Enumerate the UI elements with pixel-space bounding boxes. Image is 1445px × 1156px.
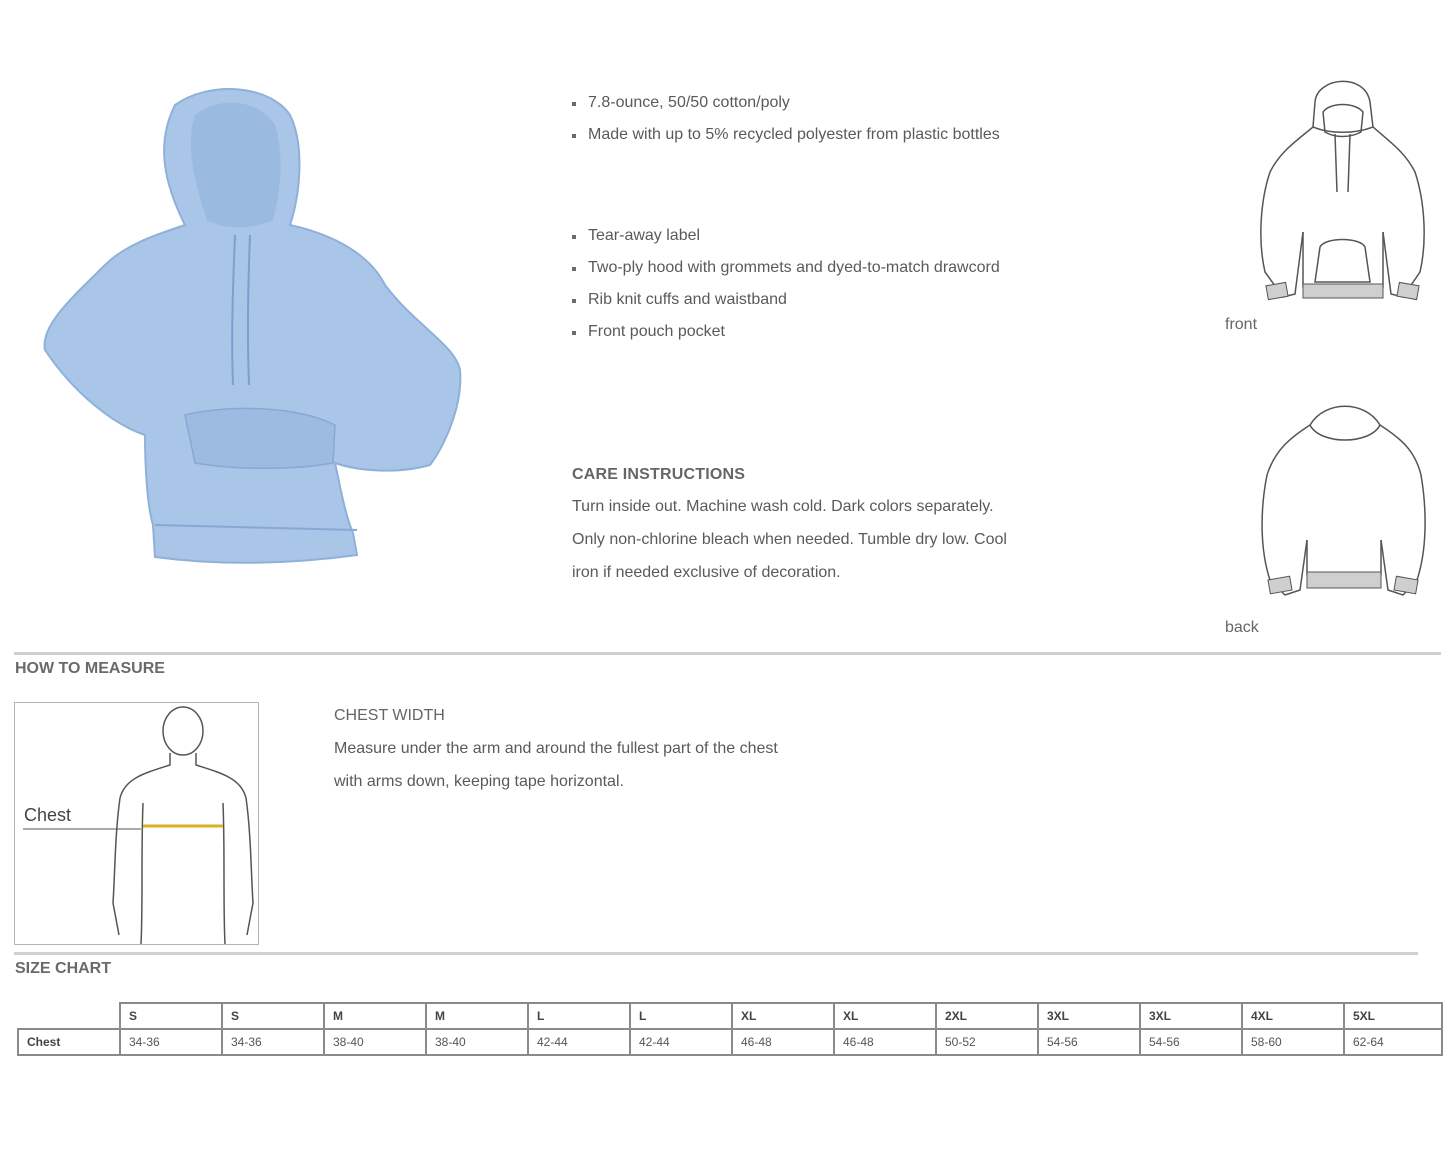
chest-value-cell: 38-40 [426, 1029, 528, 1055]
measure-figure [14, 702, 259, 945]
feature-item: Two-ply hood with grommets and dyed-to-match drawcord [572, 259, 1132, 291]
size-header-cell: M [324, 1003, 426, 1029]
features-list-1 [572, 94, 1132, 158]
chest-value-cell: 62-64 [1344, 1029, 1442, 1055]
feature-item: Made with up to 5% recycled polyester from plastic bottles [572, 126, 1132, 158]
feature-item: 7.8-ounce, 50/50 cotton/poly [572, 94, 1132, 126]
size-header-row [18, 1003, 1442, 1029]
hoodie-front-sketch [1255, 72, 1430, 317]
size-header-cell: S [222, 1003, 324, 1029]
chest-value-cell: 54-56 [1140, 1029, 1242, 1055]
chest-value-cell: 34-36 [120, 1029, 222, 1055]
chest-row [18, 1029, 1442, 1055]
hoodie-shape [45, 89, 461, 563]
chest-width-line: with arms down, keeping tape horizontal. [334, 773, 624, 790]
feature-item: Rib knit cuffs and waistband [572, 291, 1132, 323]
size-chart-table [17, 1002, 1443, 1056]
size-header-blank [18, 1003, 120, 1029]
chest-value-cell: 38-40 [324, 1029, 426, 1055]
chest-value-cell: 50-52 [936, 1029, 1038, 1055]
chest-value-cell: 46-48 [732, 1029, 834, 1055]
size-header-cell: 4XL [1242, 1003, 1344, 1029]
size-chart-title: SIZE CHART [15, 960, 111, 977]
size-header-cell: 5XL [1344, 1003, 1442, 1029]
care-title: CARE INSTRUCTIONS [572, 466, 746, 483]
how-to-measure-title: HOW TO MEASURE [15, 660, 165, 677]
size-header-cell: S [120, 1003, 222, 1029]
chest-width-title: CHEST WIDTH [334, 707, 445, 724]
chest-width-line: Measure under the arm and around the fullest part of the chest [334, 740, 778, 757]
size-header-cell: 2XL [936, 1003, 1038, 1029]
chest-value-cell: 54-56 [1038, 1029, 1140, 1055]
size-header-cell: 3XL [1140, 1003, 1242, 1029]
chest-value-cell: 46-48 [834, 1029, 936, 1055]
chest-value-cell: 42-44 [630, 1029, 732, 1055]
care-instructions [572, 466, 1132, 597]
feature-item: Tear-away label [572, 227, 1132, 259]
section-divider [14, 652, 1441, 655]
feature-item: Front pouch pocket [572, 323, 1132, 355]
hoodie-back-sketch [1255, 400, 1430, 605]
care-line: iron if needed exclusive of decoration. [572, 564, 841, 581]
hoodie-photo [35, 85, 470, 570]
chest-value-cell: 58-60 [1242, 1029, 1344, 1055]
size-header-cell: XL [732, 1003, 834, 1029]
size-header-cell: M [426, 1003, 528, 1029]
chest-figure-label: Chest [24, 805, 72, 825]
chest-value-cell: 34-36 [222, 1029, 324, 1055]
chest-row-label: Chest [18, 1029, 120, 1055]
chest-value-cell: 42-44 [528, 1029, 630, 1055]
chest-width-section [334, 707, 934, 806]
care-line: Only non-chlorine bleach when needed. Tumble dry low. Cool [572, 531, 1007, 548]
size-header-cell: XL [834, 1003, 936, 1029]
care-line: Turn inside out. Machine wash cold. Dark colors separately. [572, 498, 994, 515]
size-header-cell: L [528, 1003, 630, 1029]
section-divider [14, 952, 1418, 955]
front-label: front [1225, 316, 1258, 333]
back-label: back [1225, 619, 1259, 636]
size-header-cell: 3XL [1038, 1003, 1140, 1029]
features-list-2 [572, 227, 1132, 355]
size-header-cell: L [630, 1003, 732, 1029]
